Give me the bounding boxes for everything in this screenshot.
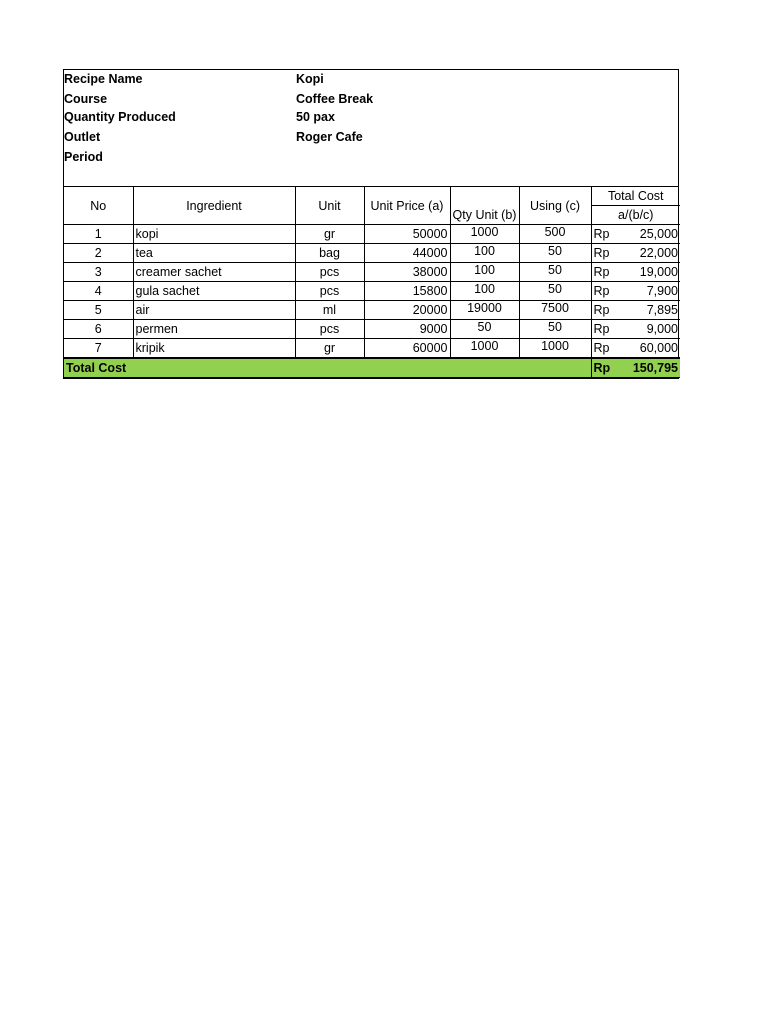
row-no: 2	[64, 244, 133, 263]
currency-label: Rp	[593, 227, 610, 241]
table-row	[64, 244, 680, 263]
row-total-cost	[591, 301, 680, 320]
row-no: 4	[64, 282, 133, 301]
meta-value: Roger Cafe	[296, 130, 363, 144]
row-unit-price: 20000	[364, 301, 450, 320]
header-total-cost: Total Cost	[591, 187, 680, 206]
row-total-cost	[591, 320, 680, 339]
row-ingredient: creamer sachet	[133, 263, 295, 282]
currency-label: Rp	[593, 341, 610, 355]
total-cost-row	[64, 358, 680, 378]
ingredient-cost-table	[64, 187, 680, 378]
currency-label: Rp	[593, 303, 610, 317]
table-row	[64, 282, 680, 301]
row-qty-unit: 19000	[450, 301, 519, 320]
recipe-cost-sheet	[63, 69, 679, 379]
row-total-value: 9,000	[646, 322, 678, 336]
ingredient-rows	[64, 225, 680, 359]
meta-value: Coffee Break	[296, 92, 374, 106]
currency-label: Rp	[593, 284, 610, 298]
row-total-cost	[591, 339, 680, 359]
meta-label: Quantity Produced	[64, 110, 176, 124]
row-unit: ml	[295, 301, 364, 320]
row-ingredient: air	[133, 301, 295, 320]
meta-label: Course	[64, 92, 108, 106]
row-no: 3	[64, 263, 133, 282]
header-using: Using (c)	[519, 187, 591, 225]
header-unit: Unit	[295, 187, 364, 225]
row-no: 5	[64, 301, 133, 320]
row-ingredient: kopi	[133, 225, 295, 244]
header-formula: a/(b/c)	[591, 206, 680, 225]
row-total-cost	[591, 244, 680, 263]
row-unit-price: 60000	[364, 339, 450, 359]
meta-value: Kopi	[296, 72, 324, 86]
meta-label: Recipe Name	[64, 72, 143, 86]
row-total-value: 25,000	[639, 227, 678, 241]
row-unit-price: 9000	[364, 320, 450, 339]
meta-value: 50 pax	[296, 110, 335, 124]
total-cost-label: Total Cost	[64, 358, 364, 378]
row-unit-price: 38000	[364, 263, 450, 282]
total-filler	[364, 358, 450, 378]
row-using: 50	[519, 244, 591, 263]
currency-label: Rp	[593, 322, 610, 336]
row-total-cost	[591, 263, 680, 282]
row-unit-price: 15800	[364, 282, 450, 301]
table-row	[64, 301, 680, 320]
header-ingredient: Ingredient	[133, 187, 295, 225]
row-unit-price: 44000	[364, 244, 450, 263]
total-amount-value: 150,795	[632, 361, 678, 375]
table-row	[64, 320, 680, 339]
row-unit: gr	[295, 339, 364, 359]
row-unit: bag	[295, 244, 364, 263]
currency-label: Rp	[593, 246, 610, 260]
row-using: 50	[519, 282, 591, 301]
row-total-value: 19,000	[639, 265, 678, 279]
row-qty-unit: 50	[450, 320, 519, 339]
table-row	[64, 225, 680, 244]
row-no: 6	[64, 320, 133, 339]
row-ingredient: permen	[133, 320, 295, 339]
row-total-cost	[591, 282, 680, 301]
row-total-value: 22,000	[639, 246, 678, 260]
row-ingredient: tea	[133, 244, 295, 263]
row-total-value: 7,900	[646, 284, 678, 298]
row-ingredient: gula sachet	[133, 282, 295, 301]
row-total-value: 60,000	[639, 341, 678, 355]
header-no: No	[64, 187, 133, 225]
table-row	[64, 263, 680, 282]
row-qty-unit: 1000	[450, 225, 519, 244]
row-ingredient: kripik	[133, 339, 295, 359]
header-qty-unit: Qty Unit (b)	[450, 187, 519, 225]
row-no: 1	[64, 225, 133, 244]
row-unit: gr	[295, 225, 364, 244]
row-qty-unit: 100	[450, 282, 519, 301]
row-unit: pcs	[295, 320, 364, 339]
recipe-info	[64, 70, 678, 187]
row-unit: pcs	[295, 282, 364, 301]
row-unit-price: 50000	[364, 225, 450, 244]
row-using: 50	[519, 320, 591, 339]
row-no: 7	[64, 339, 133, 359]
meta-label: Period	[64, 150, 103, 164]
row-total-value: 7,895	[646, 303, 678, 317]
row-using: 7500	[519, 301, 591, 320]
total-filler	[450, 358, 519, 378]
row-using: 1000	[519, 339, 591, 359]
row-unit: pcs	[295, 263, 364, 282]
row-using: 500	[519, 225, 591, 244]
currency-label: Rp	[593, 361, 611, 375]
row-qty-unit: 100	[450, 244, 519, 263]
header-unit-price: Unit Price (a)	[364, 187, 450, 225]
table-row	[64, 339, 680, 359]
row-total-cost	[591, 225, 680, 244]
total-filler	[519, 358, 591, 378]
total-cost-amount	[591, 358, 680, 378]
row-qty-unit: 100	[450, 263, 519, 282]
row-qty-unit: 1000	[450, 339, 519, 359]
row-using: 50	[519, 263, 591, 282]
meta-label: Outlet	[64, 130, 101, 144]
currency-label: Rp	[593, 265, 610, 279]
